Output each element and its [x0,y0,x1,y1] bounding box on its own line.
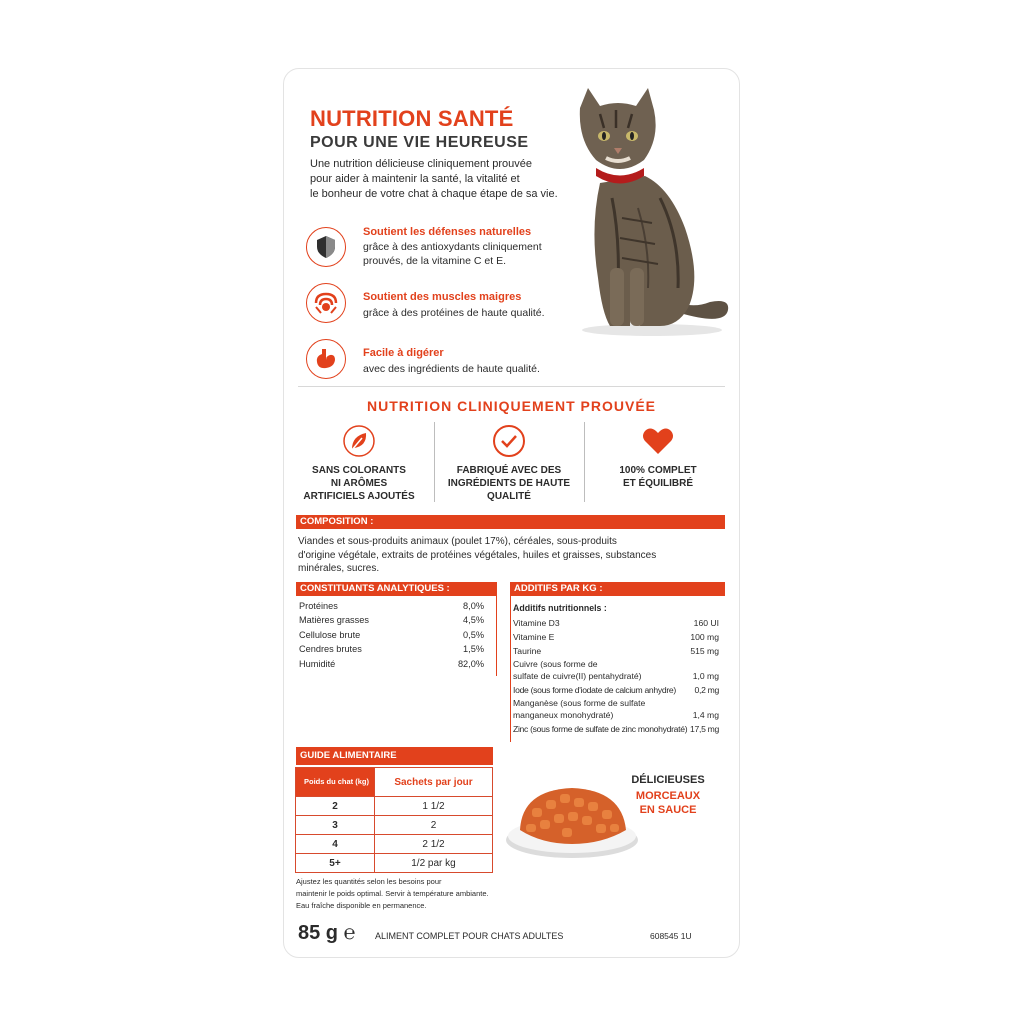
benefit-defenses-text [363,226,542,268]
stomach-icon [306,339,346,379]
additive-row: Taurine 515 mg [513,646,719,656]
clinical-line: 100% COMPLET [619,465,697,476]
analytical-row: Protéines 8,0% [299,601,484,611]
guide-row [296,797,493,816]
guide-kg: 3 [296,816,375,835]
guide-row [296,816,493,835]
clinical-line: QUALITÉ [487,491,531,502]
additives-subtitle: Additifs nutritionnels : [513,603,607,613]
additive-row: Iode (sous forme d'iodate de calcium anhydre) 0,2 mg [513,685,719,695]
product-code: 608545 1U [650,931,692,941]
analytical-row: Matières grasses 4,5% [299,615,484,626]
net-weight: 85 g ℮ [298,922,356,944]
guide-note [296,876,516,912]
shield-icon [306,227,346,267]
delicious-line: MORCEAUX [635,790,701,802]
benefit-title: Soutient des muscles maigres [363,291,522,303]
delicious-line: EN SAUCE [639,804,697,816]
product-description: ALIMENT COMPLET POUR CHATS ADULTES [375,931,564,941]
intro-line: pour aider à maintenir la santé, la vitalité et [310,173,520,185]
additives-vline [510,596,511,742]
guide-note-line: Eau fraîche disponible en permanence. [296,901,427,910]
guide-col-weight: Poids du chat (kg) [296,768,375,797]
section-divider [298,386,725,387]
clinical-line: FABRIQUÉ AVEC DES [456,465,562,476]
additive-row: manganeux monohydraté) 1,4 mg [513,710,719,720]
clinical-item-quality [438,424,580,503]
additive-row: Vitamine E 100 mg [513,632,719,642]
clinical-line: NI ARÔMES [330,478,388,489]
feeding-guide-table [295,767,493,873]
guide-note-line: maintenir le poids optimal. Servir à température ambiante. [296,889,489,898]
benefit-title: Soutient les défenses naturelles [363,226,532,238]
food-bowl-image [502,780,642,862]
guide-sachets: 2 [375,816,493,835]
composition-line: Viandes et sous-produits animaux (poulet 17%), céréales, sous-produits [298,536,617,547]
heart-icon [587,424,729,458]
analytical-table [299,601,484,673]
guide-kg: 5+ [296,854,375,873]
page-title: NUTRITION SANTÉ [310,106,514,131]
guide-kg: 2 [296,797,375,816]
muscle-icon [306,283,346,323]
benefit-muscles [306,283,346,323]
column-divider [584,422,585,502]
guide-row [296,854,493,873]
additive-row: Zinc (sous forme de sulfate de zinc monohydraté) 17,5 mg [513,724,719,734]
clinical-line: ARTIFICIELS AJOUTÉS [303,491,415,502]
column-divider [434,422,435,502]
intro-line: Une nutrition délicieuse cliniquement prouvée [310,158,532,170]
delicious-label: DÉLICIEUSES [631,774,705,786]
clinical-line: SANS COLORANTS [312,465,406,476]
guide-col-sachets: Sachets par jour [375,768,493,797]
benefit-digestion-text [363,347,540,376]
composition-header: COMPOSITION : [296,515,725,529]
benefit-title: Facile à digérer [363,347,444,359]
analytical-header: CONSTITUANTS ANALYTIQUES : [296,582,497,596]
delicious-sub-label [628,789,708,817]
additive-row: Manganèse (sous forme de sulfate [513,698,646,708]
analytical-vline [496,596,497,676]
clinical-item-complete [587,424,729,490]
page-subtitle: POUR UNE VIE HEUREUSE [310,134,529,151]
additive-row: Cuivre (sous forme de [513,659,598,669]
benefit-digestion [306,339,346,379]
additive-row: sulfate de cuivre(II) pentahydraté) 1,0 mg [513,671,719,681]
leaf-icon [288,424,430,458]
additives-header: ADDITIFS PAR KG : [510,582,725,596]
additives-table [513,602,719,736]
guide-note-line: Ajustez les quantités selon les besoins pour [296,877,442,886]
clinical-title: NUTRITION CLINIQUEMENT PROUVÉE [366,398,656,414]
guide-kg: 4 [296,835,375,854]
benefit-muscles-text [363,291,545,320]
check-icon [438,424,580,458]
composition-line: minérales, sucres. [298,563,380,574]
guide-header: GUIDE ALIMENTAIRE [296,747,493,765]
guide-sachets: 1 1/2 [375,797,493,816]
guide-sachets: 1/2 par kg [375,854,493,873]
clinical-line: INGRÉDIENTS DE HAUTE [447,478,571,489]
composition-line: d'origine végétale, extraits de protéines végétales, huiles et graisses, substances [298,549,657,561]
guide-row [296,835,493,854]
intro-line: le bonheur de votre chat à chaque étape de sa vie. [310,188,558,200]
clinical-item-no-colorants [288,424,430,503]
benefit-line: avec des ingrédients de haute qualité. [363,363,540,375]
analytical-row: Humidité 82,0% [299,658,484,669]
intro-text [310,157,572,202]
composition-text [298,535,723,576]
cat-image [560,88,735,338]
benefit-line: prouvés, de la vitamine C et E. [363,255,506,267]
benefit-defenses [306,227,346,267]
benefit-line: grâce à des protéines de haute qualité. [363,307,545,319]
guide-head-row [296,768,493,797]
analytical-row: Cellulose brute 0,5% [299,629,484,640]
analytical-row: Cendres brutes 1,5% [299,644,484,655]
additive-row: Vitamine D3 160 UI [513,618,719,628]
guide-sachets: 2 1/2 [375,835,493,854]
clinical-line: ET ÉQUILIBRÉ [622,478,693,489]
benefit-line: grâce à des antioxydants cliniquement [363,241,542,253]
